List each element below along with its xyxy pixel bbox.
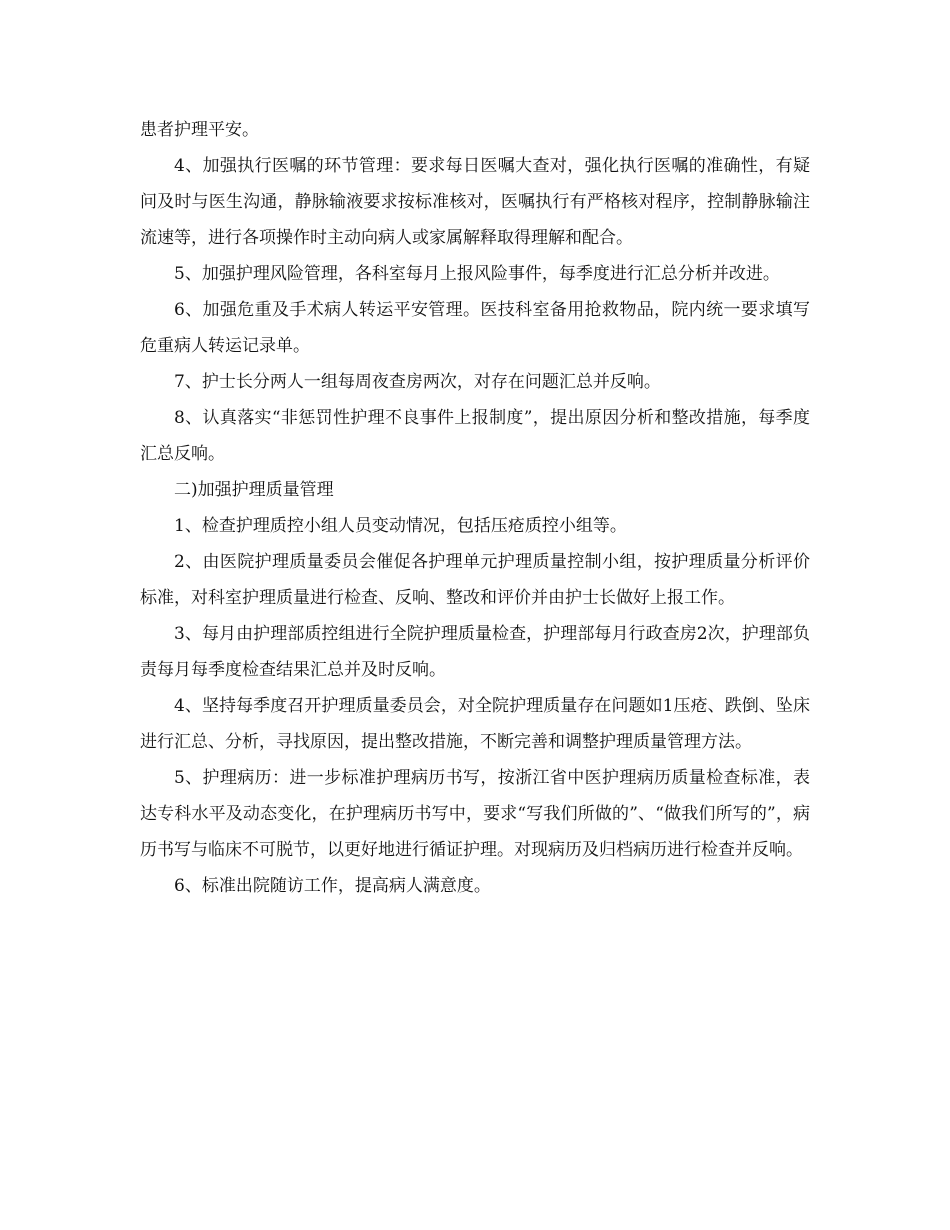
paragraph-item-7-night-rounds: 7、护士长分两人一组每周夜查房两次，对存在问题汇总并反响。 [174,372,661,392]
paragraph-item-6-patient-transfer: 6、加强危重及手术病人转运平安管理。医技科室备用抢救物品，院内统一要求填写危重病人转运记录单。 [140,300,810,356]
paragraph-item-5-risk-management: 5、加强护理风险管理，各科室每月上报风险事件，每季度进行汇总分析并改进。 [174,264,780,284]
paragraph-item-5-nursing-records: 5、护理病历：进一步标准护理病历书写，按浙江省中医护理病历质量检查标准，表达专科水平及动态变化，在护理病历书写中，要求“写我们所做的”、“做我们所写的”，病历书写与临床不可脱节，以更好地进行循证护理。对现病历及归档病历进行检查并反响。 [140,768,810,860]
paragraph-item-4-order-execution: 4、加强执行医嘱的环节管理：要求每日医嘱大查对，强化执行医嘱的准确性，有疑问及时与医生沟通，静脉输液要求按标准核对，医嘱执行有严格核对程序，控制静脉输注流速等，进行各项操作时主动向病人或家属解释取得理解和配合。 [140,156,810,248]
document-body [140,112,810,904]
paragraph-item-1-quality-team: 1、检查护理质控小组人员变动情况，包括压疮质控小组等。 [174,516,627,536]
paragraph-item-2-quality-committee: 2、由医院护理质量委员会催促各护理单元护理质量控制小组，按护理质量分析评价标准，对科室护理质量进行检查、反响、整改和评价并由护士长做好上报工作。 [140,552,810,608]
paragraph-item-6-follow-up: 6、标准出院随访工作，提高病人满意度。 [174,876,491,896]
section-heading-quality-management: 二)加强护理质量管理 [174,480,334,500]
paragraph-item-3-monthly-inspection: 3、每月由护理部质控组进行全院护理质量检查，护理部每月行政查房2次，护理部负责每月每季度检查结果汇总并及时反响。 [140,624,810,680]
paragraph-item-4-quarterly-meeting: 4、坚持每季度召开护理质量委员会，对全院护理质量存在问题如1压疮、跌倒、坠床进行汇总、分析，寻找原因，提出整改措施，不断完善和调整护理质量管理方法。 [140,696,810,752]
paragraph-item-8-adverse-events: 8、认真落实“非惩罚性护理不良事件上报制度”，提出原因分析和整改措施，每季度汇总反响。 [140,408,810,464]
paragraph-continuation: 患者护理平安。 [140,120,259,140]
